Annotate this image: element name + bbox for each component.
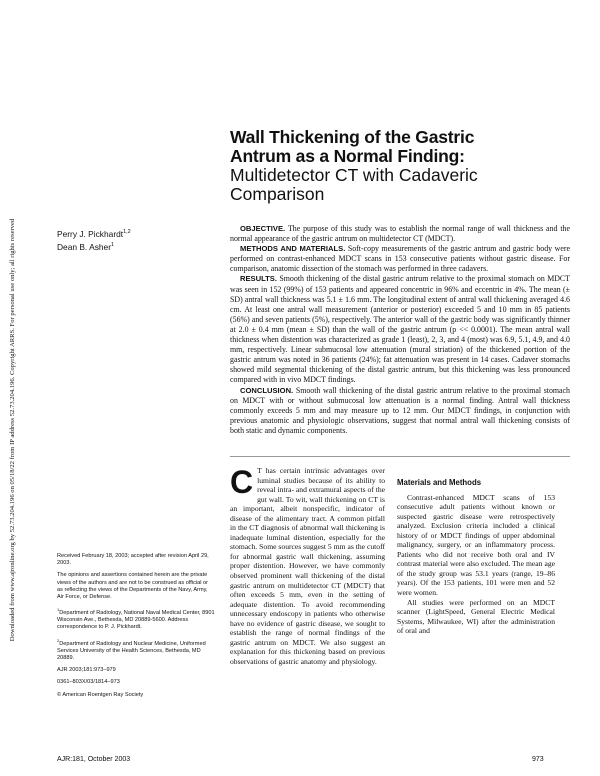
copyright: © American Roentgen Ray Society — [57, 691, 144, 698]
title-line-3: Multidetector CT with Cadaveric — [230, 165, 478, 185]
received-dates: Received February 18, 2003; accepted after revision April 29, 2003. — [57, 553, 209, 567]
results-text: Smooth thickening of the distal gastric antrum relative to the proximal stomach on MDCT was seen in 152 (99%) of 153 patients and appeared concentric in 96% and eccentric in 4%. The mean (± SD) antral wall thickness was 5.1 ± 1.6 mm. The longitudinal extent of antral wall thickening averaged 4.6 cm. At least one antral wall measurement (anterior or posterior) exceeded 5 and 10 mm in 85 patients (56%) and seven patients (5%), respectively. The anterior wall of the gastric body was significantly thinner at 2.0 ± 0.4 mm (mean ± SD) than the wall of the gastric antrum (p << 0.0001). The mean antral wall thickness when distention was characterized as grade 1 (least), 2, 3, and 4 (most) was 6.9, 5.1, 4.9, and 4.0 mm, respectively. Linear submucosal low attenuation (mural striation) of the thickened portion of the gastric antrum was noted in 36 patients (24%); fat attenuation was present in 14 cases. Cadaver stomachs showed mild segmental thickening of the distal gastric antrum, but this thickening was less pronounced compared with in vivo MDCT findings. — [230, 274, 570, 385]
issn: 0361–803X/03/1814–973 — [57, 679, 120, 686]
section-divider — [230, 456, 570, 457]
citation: AJR 2003;181:973–979 — [57, 667, 116, 674]
download-notice — [4, 120, 14, 740]
affiliation-1 — [57, 606, 215, 631]
author-2 — [57, 240, 217, 253]
abstract-conclusion — [230, 386, 570, 436]
conclusion-heading: CONCLUSION. — [240, 385, 294, 395]
intro-paragraph — [230, 466, 385, 666]
results-heading: RESULTS. — [240, 274, 277, 284]
journal-footer: AJR:181, October 2003 — [57, 756, 131, 763]
author-1-name: Perry J. Pickhardt — [57, 228, 124, 239]
methods-paragraph-2: All studies were performed on an MDCT scanner (LightSpeed, General Electric Medical Systems, Milwaukee, WI) after the administration of oral and — [397, 597, 555, 636]
download-notice-text: Downloaded from www.ajronline.org by 52.73.204.196 on 05/18/22 from IP address 52.73.204.196. Copyright ARRS. For personal use only; all rights reserved — [9, 218, 16, 642]
body-column-1 — [230, 466, 385, 666]
objective-heading: OBJECTIVE. — [240, 224, 286, 233]
affiliation-1-text: Department of Radiology, National Naval Medical Center, 8901 Wisconsin Ave., Bethesda, MD 20889-5600. Address correspondence to P. J. Pickhardt. — [57, 610, 215, 631]
intro-text: T has certain intrinsic advantages over luminal studies because of its ability to reveal intra- and extramural aspects of the gut wall. To wit, wall thickening on CT is an important, albeit nonspecific, indicator of disease of the alimentary tract. A common pitfall in the CT diagnosis of abnormal wall thickening is inadequate luminal distention, especially for the stomach. Some sources suggest 5 mm as the cutoff for abnormal gastric wall thickening, assuming proper distention. However, we have commonly observed prominent wall thickening of the distal gastric antrum on multidetector CT (MDCT) that often exceeds 5 mm, even in the setting of adequate distention. To avoid recommending unnecessary endoscopy in patients who otherwise have no evidence of gastric disease, we sought to establish the range of normal findings of the gastric antrum on MDCT. We also suggest an explanation for this thickening based on previous observations of gastric anatomy and physiology. — [230, 466, 385, 666]
drop-cap: C — [230, 464, 254, 500]
affiliation-2 — [57, 637, 215, 662]
objective-text: The purpose of this study was to establish the normal range of wall thickness and the normal appearance of the gastric antrum on multidetector CT (MDCT). — [230, 224, 570, 244]
abstract — [230, 224, 570, 436]
page-number: 973 — [532, 756, 544, 763]
author-1-affiliation: 1,2 — [123, 229, 131, 235]
title-line-4: Comparison — [230, 184, 325, 204]
affiliation-1-mark: 1 — [57, 607, 60, 613]
title-line-1: Wall Thickening of the Gastric — [230, 127, 475, 147]
methods-text: Soft-copy measurements of the gastric antrum and gastric body were performed on contrast-enhanced MDCT scans in 153 consecutive patients without gastric disease. For comparison, anatomic dissection of the stomach was performed in three cadavers. — [230, 244, 570, 274]
affiliation-2-mark: 2 — [57, 637, 60, 643]
disclaimer: The opinions and assertions contained herein are the private views of the authors and are not to be construed as official or as reflecting the views of the Departments of the Navy, Army, Air Force, or Defense. — [57, 572, 209, 601]
author-list — [57, 227, 217, 253]
section-heading: Materials and Methods — [397, 478, 482, 487]
author-1 — [57, 227, 217, 240]
methods-paragraph-1: Contrast-enhanced MDCT scans of 153 consecutive adult patients without known or suspected gastric disease were retrospectively analyzed. Exclusion criteria included a clinical history of or MDCT findings of upper abdominal malignancy, surgery, or an inflammatory process. Patients who did not receive both oral and IV contrast material were also excluded. The mean age of the study group was 53.1 years (range, 19–86 years). Of the 153 patients, 101 were men and 52 were women. — [397, 492, 555, 598]
article-metadata — [57, 553, 215, 704]
abstract-methods — [230, 244, 570, 274]
author-2-name: Dean B. Asher — [57, 241, 112, 252]
title-line-2: Antrum as a Normal Finding: — [230, 146, 465, 166]
methods-heading: METHODS AND MATERIALS. — [240, 244, 346, 254]
article-title — [230, 128, 570, 204]
affiliation-2-text: Department of Radiology and Nuclear Medicine, Uniformed Services University of the Health Sciences, Bethesda, MD 20889. — [57, 640, 206, 661]
author-2-affiliation: 1 — [111, 241, 115, 248]
abstract-results — [230, 274, 570, 385]
conclusion-text: Smooth wall thickening of the distal gastric antrum relative to the proximal stomach on MDCT with or without submucosal low attenuation is a normal finding. Antral wall thickness commonly exceeds 5 mm and may measure up to 12 mm. Our MDCT findings, in conjunction with previous anatomic and physiologic observations, suggest that normal antral wall thickening consists of both static and dynamic components. — [230, 385, 570, 435]
abstract-objective — [230, 224, 570, 244]
body-column-2 — [397, 466, 555, 636]
